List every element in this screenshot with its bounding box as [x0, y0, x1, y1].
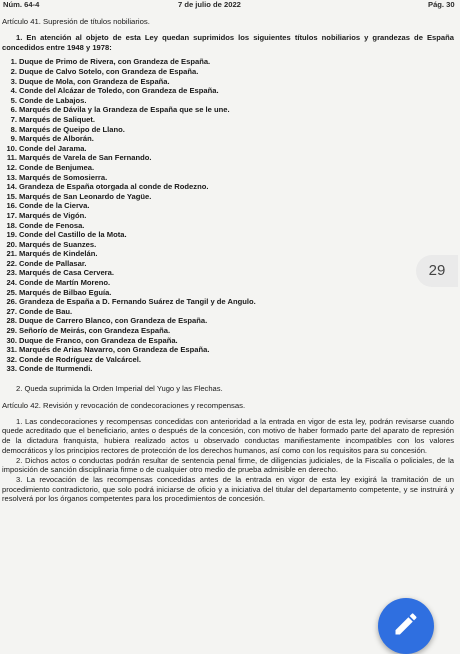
title-list-item [2, 278, 454, 288]
title-number: 26. [6, 297, 17, 307]
title-number: 30. [6, 335, 17, 345]
title-number: 33. [6, 364, 17, 374]
title-text: Marqués de Saliquet. [19, 114, 95, 124]
title-text: Marqués de Alborán. [19, 134, 94, 144]
title-list-item [2, 125, 454, 135]
title-number: 32. [6, 354, 17, 364]
title-number: 22. [6, 258, 17, 268]
title-text: Conde de Pallasar. [19, 258, 87, 268]
bulletin-number: Núm. 64-4 [3, 0, 40, 9]
title-number: 18. [6, 220, 17, 230]
article-42-heading: Artículo 42. Revisión y revocación de condecoraciones y recompensas. [2, 400, 246, 410]
title-text: Conde de Fenosa. [19, 220, 85, 230]
title-text: Conde del Alcázar de Toledo, con Grandeza de España. [19, 86, 219, 96]
title-number: 25. [6, 287, 17, 297]
title-list-item [2, 307, 454, 317]
title-list-item [2, 67, 454, 77]
title-number: 20. [6, 239, 17, 249]
title-number: 6. [10, 105, 17, 115]
page-indicator-badge: 29 [416, 255, 458, 287]
title-list-item [2, 259, 454, 269]
title-list-item [2, 249, 454, 259]
title-text: Marqués de Casa Cervera. [19, 268, 114, 278]
title-text: Marqués de San Leonardo de Yagüe. [19, 191, 152, 201]
article-41-heading: Artículo 41. Supresión de títulos nobiliarios. [2, 17, 150, 26]
document-body [2, 17, 454, 504]
title-number: 12. [6, 162, 17, 172]
title-text: Marqués de Queipo de Llano. [19, 124, 125, 134]
title-text: Marqués de Somosierra. [19, 172, 108, 182]
title-text: Duque de Franco, con Grandeza de España. [19, 335, 178, 345]
title-text: Conde de Martín Moreno. [19, 278, 111, 288]
title-text: Marqués de Dávila y la Grandeza de España que se le une. [19, 105, 230, 115]
title-number: 27. [6, 306, 17, 316]
title-list-item [2, 77, 454, 87]
title-text: Señorío de Meirás, con Grandeza España. [19, 326, 171, 336]
title-number: 29. [6, 326, 17, 336]
title-list-item [2, 211, 454, 221]
title-list-item [2, 201, 454, 211]
pencil-icon [392, 610, 420, 638]
title-number: 31. [6, 345, 17, 355]
title-text: Marqués de Arias Navarro, con Grandeza de España. [19, 345, 210, 355]
title-list-item [2, 345, 454, 355]
title-number: 23. [6, 268, 17, 278]
title-list-item [2, 86, 454, 96]
title-list-item [2, 288, 454, 298]
title-list-item [2, 326, 454, 336]
title-number: 19. [6, 230, 17, 240]
title-number: 3. [10, 76, 17, 86]
title-list-item [2, 163, 454, 173]
title-list-item [2, 182, 454, 192]
title-text: Conde de Iturmendi. [19, 364, 93, 374]
title-text: Duque de Primo de Rivera, con Grandeza de España. [19, 57, 211, 67]
title-text: Conde de Labajos. [19, 95, 87, 105]
title-list-item [2, 240, 454, 250]
title-number: 14. [6, 182, 17, 192]
title-text: Marqués de Varela de San Fernando. [19, 153, 152, 163]
title-number: 9. [10, 134, 17, 144]
title-number: 21. [6, 249, 17, 259]
bulletin-date: 7 de julio de 2022 [178, 0, 241, 9]
title-list-item [2, 153, 454, 163]
title-list-item [2, 115, 454, 125]
title-text: Duque de Calvo Sotelo, con Grandeza de España. [19, 67, 199, 76]
title-list-item [2, 364, 454, 374]
article-42-paragraph-1: 1. Las condecoraciones y recompensas concedidas con anterioridad a la entrada en vigor de esta ley, podrán revisarse cuando quede acreditado que el beneficiario, antes o después de la concesión, con motivo de haber formado parte del aparato de represión de la dictadura franquista, hubiera realizado actos u observado conductas manifiestamente incompatibles con los valores democráticos y los principios rectores de protección de los derechos humanos, así como con los requisitos para su concesión. [2, 416, 454, 455]
title-list-item [2, 192, 454, 202]
page-header [0, 0, 460, 10]
title-number: 5. [10, 95, 17, 105]
title-list-item [2, 96, 454, 106]
title-list-item [2, 316, 454, 326]
edit-fab-button[interactable] [378, 598, 434, 654]
title-number: 11. [6, 153, 17, 163]
title-text: Conde de Bau. [19, 306, 73, 316]
title-number: 8. [10, 124, 17, 134]
title-text: Conde de la Cierva. [19, 201, 90, 211]
title-list-item [2, 336, 454, 346]
page-number: Pág. 30 [428, 0, 455, 9]
title-number: 10. [6, 143, 17, 153]
article-42-paragraph-2: 2. Dichos actos o conductas podrán resultar de sentencia penal firme, de diligencias judiciales, de la Fiscalía o policiales, de la imposición de sanción disciplinaria firme o de cualquier otro medio de prueba admisible en derecho. [2, 455, 454, 475]
title-list-item [2, 144, 454, 154]
titles-list [2, 57, 454, 374]
title-list-item [2, 221, 454, 231]
title-text: Marqués de Suanzes. [19, 239, 97, 249]
title-number: 15. [6, 191, 17, 201]
title-text: Marqués de Bilbao Eguía. [19, 287, 112, 297]
title-text: Grandeza de España otorgada al conde de Rodezno. [19, 182, 209, 192]
title-number: 7. [10, 114, 17, 124]
title-list-item [2, 268, 454, 278]
title-number: 28. [6, 316, 17, 326]
title-list-item [2, 173, 454, 183]
title-number: 17. [6, 210, 17, 220]
title-list-item [2, 105, 454, 115]
title-text: Conde del Castillo de la Mota. [19, 230, 127, 240]
article-42-paragraph-3: 3. La revocación de las recompensas concedidas antes de la entrada en vigor de esta ley exigirá la tramitación de un procedimiento contradictorio, que solo podrá iniciarse de oficio y a iniciativa del titular del departamento competente, y se instruirá y resolverá por los órganos competentes para los procedimientos de concesión. [2, 474, 454, 504]
title-text: Marqués de Kindelán. [19, 249, 98, 259]
title-number: 1. [10, 57, 17, 67]
title-text: Grandeza de España a D. Fernando Suárez de Tangil y de Angulo. [19, 297, 256, 307]
title-number: 16. [6, 201, 17, 211]
title-list-item [2, 230, 454, 240]
title-text: Marqués de Vigón. [19, 210, 87, 220]
title-text: Conde de Benjumea. [19, 162, 95, 172]
title-number: 2. [10, 67, 17, 76]
title-text: Conde de Rodríguez de Valcárcel. [19, 354, 141, 364]
title-text: Conde del Jarama. [19, 143, 87, 153]
title-number: 24. [6, 278, 17, 288]
title-number: 4. [10, 86, 17, 96]
title-number: 13. [6, 172, 17, 182]
title-text: Duque de Mola, con Grandeza de España. [19, 76, 170, 86]
title-list-item [2, 134, 454, 144]
title-list-item [2, 355, 454, 365]
article-41-intro: 1. En atención al objeto de esta Ley quedan suprimidos los siguientes títulos nobiliarios y grandezas de España concedidos entre 1948 y 1978: [2, 33, 454, 52]
title-list-item [2, 57, 454, 67]
article-41-item-2: 2. Queda suprimida la Orden Imperial del Yugo y las Flechas. [16, 384, 223, 393]
title-list-item [2, 297, 454, 307]
title-text: Duque de Carrero Blanco, con Grandeza de España. [19, 316, 208, 326]
